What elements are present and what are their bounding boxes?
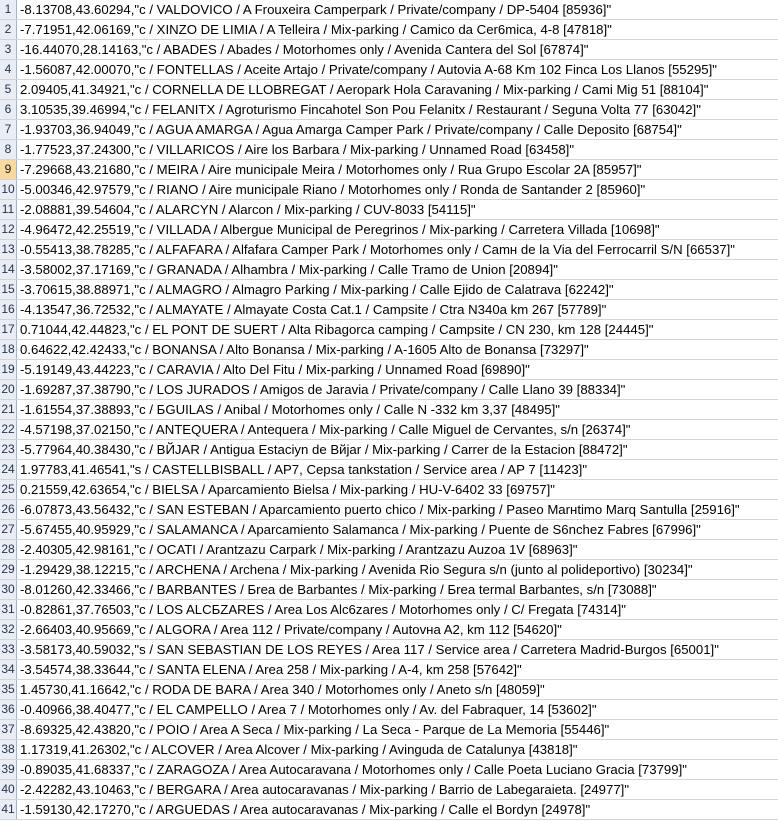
table-row[interactable]: [0, 400, 778, 420]
table-row[interactable]: [0, 500, 778, 520]
cell-a[interactable]: -8.01260,42.33466,"c / BARBANTES / Бrea de Barbantes / Mix-parking / Бrea termal Barbantes, s/n [73088]": [20, 582, 657, 597]
table-row[interactable]: [0, 480, 778, 500]
cell-a[interactable]: -5.77964,40.38430,"c / ВЙJAR / Antigua Estaciyn de Вйjar / Mix-parking / Carrer de la Estacion [88472]": [20, 442, 628, 457]
row-header[interactable]: 24: [0, 460, 17, 479]
cell-a[interactable]: -4.13547,36.72532,"c / ALMAYATE / Almayate Costa Cat.1 / Campsite / Ctra N340a km 267 [57789]": [20, 302, 607, 317]
row-header[interactable]: 12: [0, 220, 17, 239]
cell-a[interactable]: -3.70615,38.88971,"c / ALMAGRO / Almagro Parking / Mix-parking / Calle Ejido de Calatrava [62242]": [20, 282, 614, 297]
table-row[interactable]: [0, 140, 778, 160]
table-row[interactable]: [0, 180, 778, 200]
cell-a[interactable]: -5.19149,43.44223,"c / CARAVIA / Alto Del Fitu / Mix-parking / Unnamed Road [69890]": [20, 362, 530, 377]
row-header[interactable]: 20: [0, 380, 17, 399]
table-row[interactable]: [0, 460, 778, 480]
cell-a[interactable]: 2.09405,41.34921,"c / CORNELLA DE LLOBREGAT / Aeropark Hola Caravaning / Mix-parking / Cami Mig 51 [88104]": [20, 82, 709, 97]
row-header[interactable]: 29: [0, 560, 17, 579]
cell-a[interactable]: -2.40305,42.98161,"c / OCATI / Arantzazu Carpark / Mix-parking / Arantzazu Auzoa 1V [68963]": [20, 542, 578, 557]
table-row[interactable]: [0, 580, 778, 600]
cell-a[interactable]: -1.59130,42.17270,"c / ARGUEDAS / Area autocaravanas / Mix-parking / Calle el Bordyn [24978]": [20, 802, 591, 817]
table-row[interactable]: [0, 160, 778, 180]
cell-a[interactable]: 0.21559,42.63654,"c / BIELSA / Aparcamiento Bielsa / Mix-parking / HU-V-6402 33 [69757]": [20, 482, 555, 497]
cell-a[interactable]: -1.29429,38.12215,"c / ARCHENA / Archena / Mix-parking / Avenida Rio Segura s/n (junto al polideportivo) [30234]": [20, 562, 693, 577]
table-row[interactable]: [0, 240, 778, 260]
row-header[interactable]: 40: [0, 780, 17, 799]
cell-a[interactable]: -0.82861,37.76503,"c / LOS ALCБZARES / Area Los Alc6zares / Motorhomes only / C/ Fregata [74314]": [20, 602, 626, 617]
cell-a[interactable]: -4.96472,42.25519,"c / VILLADA / Albergue Municipal de Peregrinos / Mix-parking / Carretera Villada [10698]": [20, 222, 660, 237]
cell-a[interactable]: 0.71044,42.44823,"c / EL PONT DE SUERT / Alta Ribagorca camping / Campsite / CN 230, km 128 [24445]": [20, 322, 654, 337]
table-row[interactable]: [0, 740, 778, 760]
table-row[interactable]: [0, 640, 778, 660]
row-header[interactable]: 30: [0, 580, 17, 599]
cell-a[interactable]: -2.08881,39.54604,"c / ALARCYN / Alarcon / Mix-parking / CUV-8033 [54115]": [20, 202, 476, 217]
table-row[interactable]: [0, 620, 778, 640]
cell-a[interactable]: -3.58173,40.59032,"s / SAN SEBASTIAN DE LOS REYES / Area 117 / Service area / Carretera Madrid-Burgos [65001]": [20, 642, 719, 657]
table-row[interactable]: [0, 260, 778, 280]
cell-a[interactable]: 1.97783,41.46541,"s / CASTELLBISBALL / AP7, Cepsa tankstation / Service area / AP 7 [11423]": [20, 462, 588, 477]
row-header[interactable]: 1: [0, 0, 17, 19]
cell-a[interactable]: -1.93703,36.94049,"c / AGUA AMARGA / Agua Amarga Camper Park / Private/company / Calle Deposito [68754]": [20, 122, 682, 137]
row-header[interactable]: 21: [0, 400, 17, 419]
row-header[interactable]: 37: [0, 720, 17, 739]
row-header[interactable]: 28: [0, 540, 17, 559]
table-row[interactable]: [0, 520, 778, 540]
cell-a[interactable]: 0.64622,42.42433,"c / BONANSA / Alto Bonansa / Mix-parking / A-1605 Alto de Bonansa [73297]": [20, 342, 589, 357]
table-row[interactable]: [0, 600, 778, 620]
row-header[interactable]: 14: [0, 260, 17, 279]
table-row[interactable]: [0, 440, 778, 460]
table-row[interactable]: [0, 60, 778, 80]
cell-a[interactable]: 1.45730,41.16642,"c / RODA DE BARA / Area 340 / Motorhomes only / Aneto s/n [48059]": [20, 682, 545, 697]
row-header[interactable]: 35: [0, 680, 17, 699]
cell-a[interactable]: -7.29668,43.21680,"c / MEIRA / Aire municipale Meira / Motorhomes only / Rua Grupo Escolar 2A [85957]": [20, 162, 642, 177]
table-row[interactable]: [0, 280, 778, 300]
row-header[interactable]: 3: [0, 40, 17, 59]
row-header[interactable]: 7: [0, 120, 17, 139]
table-row[interactable]: [0, 420, 778, 440]
row-header[interactable]: 15: [0, 280, 17, 299]
cell-a[interactable]: -8.13708,43.60294,"c / VALDOVICO / A Frouxeira Camperpark / Private/company / DP-5404 [85936]": [20, 2, 612, 17]
cell-a[interactable]: -5.67455,40.95929,"c / SALAMANCA / Aparcamiento Salamanca / Mix-parking / Puente de S6nchez Fabres [67996]": [20, 522, 701, 537]
table-row[interactable]: [0, 700, 778, 720]
table-row[interactable]: [0, 560, 778, 580]
cell-a[interactable]: 1.17319,41.26302,"c / ALCOVER / Area Alcover / Mix-parking / Avinguda de Catalunya [43818]": [20, 742, 578, 757]
table-row[interactable]: [0, 40, 778, 60]
cell-a[interactable]: -5.00346,42.97579,"c / RIANO / Aire municipale Riano / Motorhomes only / Ronda de Santander 2 [85960]": [20, 182, 646, 197]
table-row[interactable]: [0, 800, 778, 820]
cell-a[interactable]: -8.69325,42.43820,"c / POIO / Area A Seca / Mix-parking / La Seca - Parque de La Memoria [55446]": [20, 722, 610, 737]
table-row[interactable]: [0, 120, 778, 140]
table-row[interactable]: [0, 100, 778, 120]
row-header[interactable]: 23: [0, 440, 17, 459]
cell-a[interactable]: -0.55413,38.78285,"c / ALFAFARA / Alfafara Camper Park / Motorhomes only / Camн de la Via del Ferrocarril S/N [66537]": [20, 242, 735, 257]
row-header[interactable]: 10: [0, 180, 17, 199]
table-row[interactable]: [0, 80, 778, 100]
cell-a[interactable]: -1.77523,37.24300,"c / VILLARICOS / Aire los Barbara / Mix-parking / Unnamed Road [63458]": [20, 142, 575, 157]
cell-a[interactable]: -0.89035,41.68337,"c / ZARAGOZA / Area Autocaravana / Motorhomes only / Calle Poeta Luciano Gracia [73799]": [20, 762, 687, 777]
row-header[interactable]: 4: [0, 60, 17, 79]
row-header[interactable]: 2: [0, 20, 17, 39]
row-header[interactable]: 36: [0, 700, 17, 719]
row-header[interactable]: 9: [0, 160, 17, 179]
row-header[interactable]: 26: [0, 500, 17, 519]
cell-a[interactable]: -16.44070,28.14163,"c / ABADES / Abades / Motorhomes only / Avenida Cantera del Sol [67874]": [20, 42, 589, 57]
cell-a[interactable]: -0.40966,38.40477,"c / EL CAMPELLO / Area 7 / Motorhomes only / Av. del Fabraquer, 14 [53602]": [20, 702, 597, 717]
row-header[interactable]: 33: [0, 640, 17, 659]
table-row[interactable]: [0, 720, 778, 740]
row-header[interactable]: 22: [0, 420, 17, 439]
table-row[interactable]: [0, 380, 778, 400]
cell-a[interactable]: -6.07873,43.56432,"c / SAN ESTEBAN / Aparcamiento puerto chico / Mix-parking / Paseo Marнtimo Marq Santulla [25916]": [20, 502, 740, 517]
row-header[interactable]: 32: [0, 620, 17, 639]
table-row[interactable]: [0, 0, 778, 20]
table-row[interactable]: [0, 20, 778, 40]
row-header[interactable]: 16: [0, 300, 17, 319]
row-header[interactable]: 34: [0, 660, 17, 679]
row-header[interactable]: 13: [0, 240, 17, 259]
row-header[interactable]: 31: [0, 600, 17, 619]
cell-a[interactable]: 3.10535,39.46994,"c / FELANITX / Agroturismo Fincahotel Son Pou Felanitx / Restaurant / Seguna Volta 77 [63042]": [20, 102, 701, 117]
table-row[interactable]: [0, 340, 778, 360]
row-header[interactable]: 27: [0, 520, 17, 539]
table-row[interactable]: [0, 540, 778, 560]
row-header[interactable]: 38: [0, 740, 17, 759]
row-header[interactable]: 17: [0, 320, 17, 339]
table-row[interactable]: [0, 680, 778, 700]
row-header[interactable]: 19: [0, 360, 17, 379]
cell-a[interactable]: -3.58002,37.17169,"c / GRANADA / Alhambra / Mix-parking / Calle Tramo de Union [20894]": [20, 262, 558, 277]
cell-a[interactable]: -4.57198,37.02150,"c / ANTEQUERA / Antequera / Mix-parking / Calle Miguel de Cervantes, s/n [26374]": [20, 422, 631, 437]
table-row[interactable]: [0, 300, 778, 320]
row-header[interactable]: 39: [0, 760, 17, 779]
table-row[interactable]: [0, 360, 778, 380]
row-header[interactable]: 41: [0, 800, 17, 819]
row-header[interactable]: 8: [0, 140, 17, 159]
table-row[interactable]: [0, 220, 778, 240]
cell-a[interactable]: -2.66403,40.95669,"c / ALGORA / Area 112 / Private/company / Autovнa A2, km 112 [54620]": [20, 622, 562, 637]
row-header[interactable]: 18: [0, 340, 17, 359]
cell-a[interactable]: -2.42282,43.10463,"c / BERGARA / Area autocaravanas / Mix-parking / Barrio de Labegaraieta. [24977]": [20, 782, 630, 797]
table-row[interactable]: [0, 660, 778, 680]
table-row[interactable]: [0, 200, 778, 220]
row-header[interactable]: 6: [0, 100, 17, 119]
table-row[interactable]: [0, 780, 778, 800]
cell-a[interactable]: -7.71951,42.06169,"c / XINZO DE LIMIA / A Telleira / Mix-parking / Camico da Cer6mica, 4-8 [47818]": [20, 22, 612, 37]
cell-a[interactable]: -3.54574,38.33644,"c / SANTA ELENA / Area 258 / Mix-parking / A-4, km 258 [57642]": [20, 662, 522, 677]
table-row[interactable]: [0, 760, 778, 780]
row-header[interactable]: 25: [0, 480, 17, 499]
table-row[interactable]: [0, 320, 778, 340]
cell-a[interactable]: -1.61554,37.38893,"c / БGUILAS / Anibal / Motorhomes only / Calle N -332 km 3,37 [48495]": [20, 402, 560, 417]
row-header[interactable]: 11: [0, 200, 17, 219]
row-header[interactable]: 5: [0, 80, 17, 99]
cell-a[interactable]: -1.56087,42.00070,"c / FONTELLAS / Aceite Artajo / Private/company / Autovia A-68 Km 102 Finca Los Llanos [55295]": [20, 62, 717, 77]
cell-a[interactable]: -1.69287,37.38790,"c / LOS JURADOS / Amigos de Jaravia / Private/company / Calle Llano 39 [88334]": [20, 382, 626, 397]
